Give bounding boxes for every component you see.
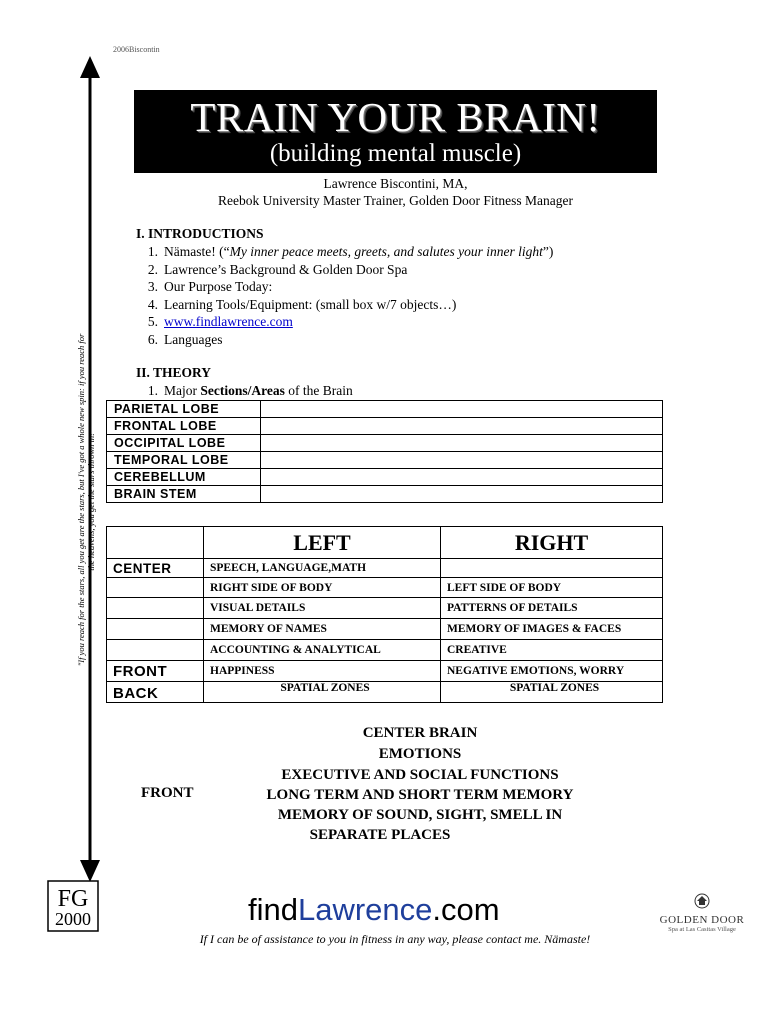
- website-link[interactable]: www.findlawrence.com: [164, 314, 293, 329]
- left-header: LEFT: [204, 527, 441, 559]
- table-row: [107, 619, 663, 640]
- row-label: FRONT: [107, 661, 204, 682]
- house-icon: [694, 893, 710, 909]
- hemispheres-table: [106, 526, 663, 703]
- table-row: [107, 682, 663, 703]
- copyright-note: 2006Biscontin: [113, 45, 160, 54]
- author-credentials: Reebok University Master Trainer, Golden Door Fitness Manager: [218, 193, 573, 208]
- table-row: [107, 640, 663, 661]
- table-row: [107, 578, 663, 598]
- svg-text:FG: FG: [57, 886, 89, 912]
- table-row: [107, 661, 663, 682]
- right-cell: NEGATIVE EMOTIONS, WORRY: [441, 661, 663, 682]
- golden-door-logo: [652, 893, 752, 933]
- golden-door-name: GOLDEN DOOR: [659, 914, 745, 926]
- list-number: 6.: [147, 331, 158, 347]
- left-cell: ACCOUNTING & ANALYTICAL: [204, 640, 441, 661]
- lobe-notes-cell: [261, 486, 663, 503]
- table-row: [107, 401, 663, 418]
- list-item: [136, 261, 553, 279]
- right-cell: PATTERNS OF DETAILS: [441, 598, 663, 619]
- lobe-name: BRAIN STEM: [107, 486, 261, 503]
- table-row: [107, 418, 663, 435]
- left-cell: MEMORY OF NAMES: [204, 619, 441, 640]
- section-heading-theory: II. THEORY: [136, 365, 212, 380]
- footer-note: If I can be of assistance to you in fitness in any way, please contact me. Nämaste!: [199, 932, 591, 946]
- row-label: [107, 640, 204, 661]
- row-label: BACK: [107, 682, 204, 703]
- list-number: 2.: [147, 261, 158, 277]
- empty-header-cell: [107, 527, 204, 559]
- lobe-name: TEMPORAL LOBE: [107, 452, 261, 469]
- fg2000-logo: [47, 880, 99, 932]
- table-row: [107, 452, 663, 469]
- list-text: Major: [164, 383, 201, 398]
- table-row: [107, 469, 663, 486]
- lobe-notes-cell: [261, 401, 663, 418]
- list-item: [136, 296, 553, 314]
- front-label: FRONT: [141, 785, 194, 801]
- list-bold-text: Sections/Areas: [200, 383, 285, 398]
- center-brain-line: MEMORY OF SOUND, SIGHT, SMELL IN: [277, 807, 563, 823]
- list-number: 1.: [147, 383, 158, 398]
- right-header: RIGHT: [441, 527, 663, 559]
- row-label: [107, 598, 204, 619]
- list-number: 4.: [147, 296, 158, 312]
- list-item: [136, 331, 553, 349]
- introductions-list: [136, 243, 553, 348]
- list-number: 1.: [147, 244, 158, 259]
- list-number: 3.: [147, 279, 158, 294]
- left-cell: HAPPINESS: [204, 661, 441, 682]
- list-text: Learning Tools/Equipment: (small box w/7 objects…): [164, 296, 457, 312]
- list-italic-text: My inner peace meets, greets, and salutes your inner light: [229, 244, 543, 259]
- list-item: [136, 313, 553, 331]
- left-cell: SPATIAL ZONES: [204, 682, 441, 703]
- left-cell: SPEECH, LANGUAGE,MATH: [204, 559, 441, 578]
- right-cell: LEFT SIDE OF BODY: [441, 578, 663, 598]
- table-row: [107, 598, 663, 619]
- page-subtitle: (building mental muscle): [269, 140, 522, 167]
- list-text: Nämaste! (“: [164, 244, 230, 259]
- side-quote-line-1: "If you reach for the stars, all you get are the stars, but I've got a whole new spin: if you reach for: [76, 333, 86, 667]
- lobe-notes-cell: [261, 435, 663, 452]
- left-cell: VISUAL DETAILS: [204, 598, 441, 619]
- lobe-name: FRONTAL LOBE: [107, 418, 261, 435]
- center-brain-title: CENTER BRAIN: [362, 725, 478, 741]
- lobe-notes-cell: [261, 452, 663, 469]
- list-item: [136, 243, 553, 261]
- table-row: [107, 559, 663, 578]
- findlawrence-logo: [248, 892, 500, 928]
- table-row: [107, 435, 663, 452]
- side-quote-line-2: the heavens, you get the stars thrown in!": [86, 429, 96, 571]
- row-label: [107, 578, 204, 598]
- theory-list-item: [136, 382, 353, 400]
- list-text: ”): [542, 244, 554, 259]
- golden-door-subtitle: Spa at Las Casitas Village: [668, 926, 736, 933]
- page-title: TRAIN YOUR BRAIN!: [190, 94, 601, 140]
- right-cell: CREATIVE: [441, 640, 663, 661]
- svg-text:2000: 2000: [55, 909, 91, 929]
- brain-lobes-table: [106, 400, 663, 503]
- right-cell: SPATIAL ZONES: [441, 682, 663, 703]
- list-item: [136, 278, 553, 296]
- center-brain-line: EXECUTIVE AND SOCIAL FUNCTIONS: [281, 767, 559, 783]
- logo-text: .com: [432, 892, 500, 927]
- side-quote: [76, 320, 96, 680]
- lobe-notes-cell: [261, 469, 663, 486]
- list-text: Languages: [164, 331, 223, 347]
- logo-text-highlight: Lawrence: [297, 892, 433, 927]
- center-brain-line: LONG TERM AND SHORT TERM MEMORY: [266, 787, 574, 803]
- list-number: 5.: [147, 314, 158, 329]
- logo-text: find: [248, 892, 298, 927]
- section-heading-introductions: I. INTRODUCTIONS: [136, 226, 264, 241]
- title-banner: [134, 90, 657, 173]
- row-label: CENTER: [107, 559, 204, 578]
- lobe-notes-cell: [261, 418, 663, 435]
- lobe-name: OCCIPITAL LOBE: [107, 435, 261, 452]
- list-text: Lawrence’s Background & Golden Door Spa: [164, 261, 408, 277]
- author-name: Lawrence Biscontini, MA,: [323, 176, 468, 191]
- right-cell: MEMORY OF IMAGES & FACES: [441, 619, 663, 640]
- center-brain-line: EMOTIONS: [378, 746, 462, 762]
- right-cell: [441, 559, 663, 578]
- left-cell: RIGHT SIDE OF BODY: [204, 578, 441, 598]
- lobe-name: PARIETAL LOBE: [107, 401, 261, 418]
- table-header-row: [107, 527, 663, 559]
- lobe-name: CEREBELLUM: [107, 469, 261, 486]
- table-row: [107, 486, 663, 503]
- list-text: Our Purpose Today:: [164, 279, 273, 294]
- center-brain-line: SEPARATE PLACES: [309, 827, 451, 843]
- list-text: of the Brain: [284, 383, 353, 398]
- row-label: [107, 619, 204, 640]
